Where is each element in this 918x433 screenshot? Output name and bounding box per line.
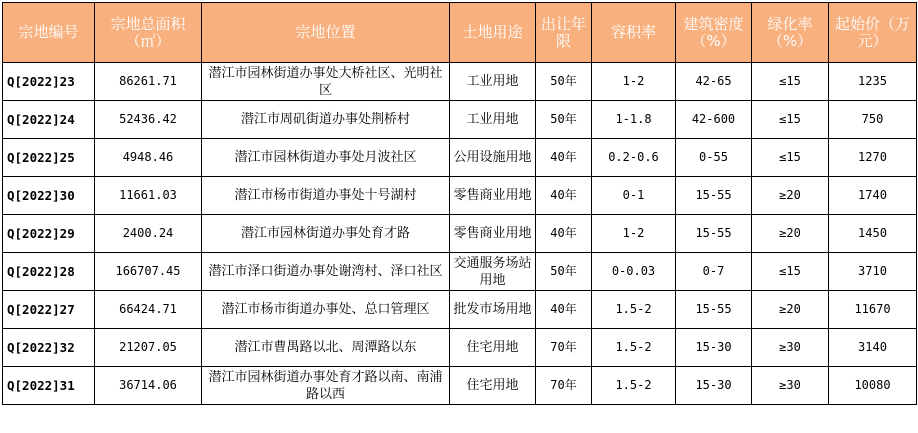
cell-green-ratio: ≥30 [752,367,829,405]
cell-location: 潜江市园林街道办事处大桥社区、光明社区 [202,63,450,101]
cell-land-use: 零售商业用地 [450,177,536,215]
cell-land-use: 零售商业用地 [450,215,536,253]
cell-location: 潜江市杨市街道办事处十号湖村 [202,177,450,215]
cell-parcel-code: Q[2022]25 [3,139,95,177]
cell-starting-price: 1740 [829,177,917,215]
table-row [3,367,917,405]
cell-location: 潜江市园林街道办事处月波社区 [202,139,450,177]
table-row [3,101,917,139]
cell-total-area: 66424.71 [95,291,202,329]
header-lease-term: 出让年限 [536,3,592,63]
header-location: 宗地位置 [202,3,450,63]
cell-lease-term: 70年 [536,367,592,405]
cell-green-ratio: ≥20 [752,215,829,253]
cell-parcel-code: Q[2022]32 [3,329,95,367]
cell-total-area: 21207.05 [95,329,202,367]
table-body [3,63,917,405]
cell-lease-term: 40年 [536,215,592,253]
cell-building-density: 0-55 [676,139,752,177]
cell-starting-price: 3140 [829,329,917,367]
cell-building-density: 0-7 [676,253,752,291]
cell-lease-term: 50年 [536,63,592,101]
cell-floor-area-ratio: 1-2 [592,63,676,101]
header-green-ratio: 绿化率（%） [752,3,829,63]
cell-lease-term: 50年 [536,253,592,291]
cell-lease-term: 40年 [536,139,592,177]
cell-location: 潜江市周矶街道办事处荆桥村 [202,101,450,139]
cell-land-use: 交通服务场站用地 [450,253,536,291]
cell-parcel-code: Q[2022]24 [3,101,95,139]
cell-land-use: 工业用地 [450,63,536,101]
cell-starting-price: 3710 [829,253,917,291]
cell-building-density: 42-600 [676,101,752,139]
table-header [3,3,917,63]
cell-total-area: 36714.06 [95,367,202,405]
cell-land-use: 工业用地 [450,101,536,139]
cell-total-area: 2400.24 [95,215,202,253]
cell-land-use: 住宅用地 [450,329,536,367]
cell-parcel-code: Q[2022]28 [3,253,95,291]
header-total-area: 宗地总面积（㎡） [95,3,202,63]
table-row [3,63,917,101]
cell-lease-term: 40年 [536,291,592,329]
table-row [3,177,917,215]
cell-green-ratio: ≤15 [752,101,829,139]
table-row [3,215,917,253]
cell-total-area: 166707.45 [95,253,202,291]
table-row [3,139,917,177]
cell-land-use: 批发市场用地 [450,291,536,329]
cell-land-use: 公用设施用地 [450,139,536,177]
header-row [3,3,917,63]
cell-building-density: 15-30 [676,367,752,405]
cell-floor-area-ratio: 1.5-2 [592,291,676,329]
cell-location: 潜江市园林街道办事处育才路以南、南浦路以西 [202,367,450,405]
cell-floor-area-ratio: 0.2-0.6 [592,139,676,177]
cell-floor-area-ratio: 1-2 [592,215,676,253]
cell-building-density: 15-55 [676,215,752,253]
land-parcel-table-container [2,2,916,405]
cell-location: 潜江市泽口街道办事处谢湾村、泽口社区 [202,253,450,291]
table-row [3,253,917,291]
cell-floor-area-ratio: 0-0.03 [592,253,676,291]
cell-total-area: 52436.42 [95,101,202,139]
cell-floor-area-ratio: 1-1.8 [592,101,676,139]
cell-total-area: 86261.71 [95,63,202,101]
header-floor-area-ratio: 容积率 [592,3,676,63]
cell-green-ratio: ≤15 [752,139,829,177]
cell-location: 潜江市园林街道办事处育才路 [202,215,450,253]
cell-parcel-code: Q[2022]31 [3,367,95,405]
cell-lease-term: 40年 [536,177,592,215]
cell-parcel-code: Q[2022]27 [3,291,95,329]
cell-building-density: 15-55 [676,291,752,329]
cell-location: 潜江市曹禺路以北、周潭路以东 [202,329,450,367]
header-starting-price: 起始价（万元） [829,3,917,63]
header-parcel-code: 宗地编号 [3,3,95,63]
cell-floor-area-ratio: 1.5-2 [592,367,676,405]
cell-starting-price: 10080 [829,367,917,405]
cell-starting-price: 1270 [829,139,917,177]
cell-building-density: 42-65 [676,63,752,101]
cell-starting-price: 750 [829,101,917,139]
table-row [3,329,917,367]
cell-green-ratio: ≤15 [752,253,829,291]
cell-floor-area-ratio: 1.5-2 [592,329,676,367]
cell-location: 潜江市杨市街道办事处、总口管理区 [202,291,450,329]
header-building-density: 建筑密度（%） [676,3,752,63]
cell-starting-price: 1235 [829,63,917,101]
header-land-use: 土地用途 [450,3,536,63]
cell-lease-term: 70年 [536,329,592,367]
cell-building-density: 15-30 [676,329,752,367]
cell-starting-price: 11670 [829,291,917,329]
cell-green-ratio: ≤15 [752,63,829,101]
cell-total-area: 11661.03 [95,177,202,215]
cell-starting-price: 1450 [829,215,917,253]
cell-green-ratio: ≥20 [752,291,829,329]
cell-floor-area-ratio: 0-1 [592,177,676,215]
cell-parcel-code: Q[2022]29 [3,215,95,253]
cell-green-ratio: ≥30 [752,329,829,367]
cell-land-use: 住宅用地 [450,367,536,405]
cell-building-density: 15-55 [676,177,752,215]
cell-lease-term: 50年 [536,101,592,139]
cell-parcel-code: Q[2022]30 [3,177,95,215]
cell-parcel-code: Q[2022]23 [3,63,95,101]
cell-green-ratio: ≥20 [752,177,829,215]
cell-total-area: 4948.46 [95,139,202,177]
table-row [3,291,917,329]
land-parcel-table [2,2,917,405]
